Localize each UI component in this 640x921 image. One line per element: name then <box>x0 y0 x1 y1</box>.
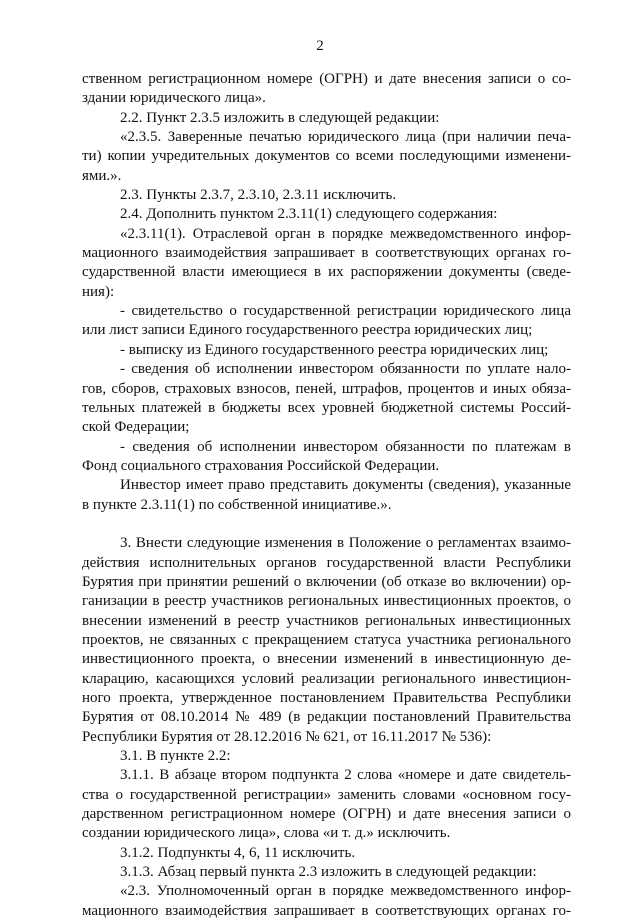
document-body <box>82 70 571 921</box>
text-line: мационного взаимодействия запрашивает в соответствующих органах го- <box>82 902 571 919</box>
text-line: сударственной власти имеющиеся в их распоряжении документы (сведе- <box>82 264 571 281</box>
text-line: мационного взаимодействия запрашивает в соответствующих органах го- <box>82 245 571 262</box>
text-line: 3.1.1. В абзаце втором подпункта 2 слова «номере и дате свидетель- <box>120 767 571 784</box>
text-line: Фонд социального страхования Российской Федерации. <box>82 457 440 474</box>
text-line: - свидетельство о государственной регистрации юридического лица <box>120 303 571 320</box>
paragraph-gap <box>82 515 571 534</box>
text-line: дарственном регистрационном номере (ОГРН) и дате внесения записи о <box>82 806 571 823</box>
text-line: тельных платежей в бюджеты всех уровней бюджетной системы Россий- <box>82 399 571 416</box>
text-line: создании юридического лица», слова «и т. д.» исключить. <box>82 825 451 842</box>
text-line: 3.1. В пункте 2.2: <box>120 748 231 765</box>
text-line: внесении изменений в реестр участников региональных инвестиционных <box>82 612 571 629</box>
text-line: ства о государственной регистрации» заменить словами «основном госу- <box>82 786 571 803</box>
text-line: инвестиционного проекта, о внесении изменений в инвестиционную де- <box>82 651 571 668</box>
text-line: «2.3.11(1). Отраслевой орган в порядке межведомственного инфор- <box>120 225 571 242</box>
text-line: ния): <box>82 283 115 300</box>
text-line: Бурятия при принятии решений о включении (об отказе во включении) ор- <box>82 573 571 590</box>
text-line: в пункте 2.3.11(1) по собственной инициативе.». <box>82 496 392 513</box>
text-line: 3.1.2. Подпункты 4, 6, 11 исключить. <box>120 844 356 861</box>
text-line: Бурятия от 08.10.2014 № 489 (в редакции постановлений Правительства <box>82 709 571 726</box>
text-line: здании юридического лица». <box>82 90 266 107</box>
text-line: «2.3. Уполномоченный орган в порядке межведомственного инфор- <box>120 883 571 900</box>
text-line: «2.3.5. Заверенные печатью юридического лица (при наличии печа- <box>120 129 571 146</box>
text-line: кларацию, касающихся условий реализации регионального инвестицион- <box>82 670 571 687</box>
text-line: - сведения об исполнении инвестором обязанности по уплате нало- <box>120 361 571 378</box>
text-line: - выписку из Единого государственного реестра юридических лиц; <box>120 341 549 358</box>
text-line: Инвестор имеет право представить документы (сведения), указанные <box>120 477 571 494</box>
text-line: 3. Внести следующие изменения в Положение о регламентах взаимо- <box>120 535 571 552</box>
text-line: ями.». <box>82 167 122 184</box>
text-line: 3.1.3. Абзац первый пункта 2.3 изложить в следующей редакции: <box>120 864 537 881</box>
text-line: ганизации в реестр участников региональных инвестиционных проектов, о <box>82 593 571 610</box>
text-line: гов, сборов, страховых взносов, пеней, штрафов, процентов и иных обяза- <box>82 380 571 397</box>
text-line: ственном регистрационном номере (ОГРН) и дате внесения записи о со- <box>82 71 571 87</box>
text-line: ного проекта, утвержденное постановлением Правительства Республики <box>82 690 571 706</box>
text-line: 2.3. Пункты 2.3.7, 2.3.10, 2.3.11 исключить. <box>120 187 397 204</box>
text-line: 2.4. Дополнить пунктом 2.3.11(1) следующего содержания: <box>120 206 498 223</box>
page-number: 2 <box>316 38 324 54</box>
text-line: Республики Бурятия от 28.12.2016 № 621, от 16.11.2017 № 536): <box>82 728 492 745</box>
text-line: или лист записи Единого государственного реестра юридических лиц; <box>82 322 533 339</box>
text-line: - сведения об исполнении инвестором обязанности по платежам в <box>120 438 571 455</box>
text-line: проектов, не связанных с прекращением статуса участника регионального <box>82 631 571 648</box>
text-line: ской Федерации; <box>82 419 190 436</box>
text-line: 2.2. Пункт 2.3.5 изложить в следующей редакции: <box>120 109 440 126</box>
text-line: действия исполнительных органов государственной власти Республики <box>82 554 571 571</box>
text-line: ти) копии учредительных документов со всеми последующими изменени- <box>82 148 571 165</box>
